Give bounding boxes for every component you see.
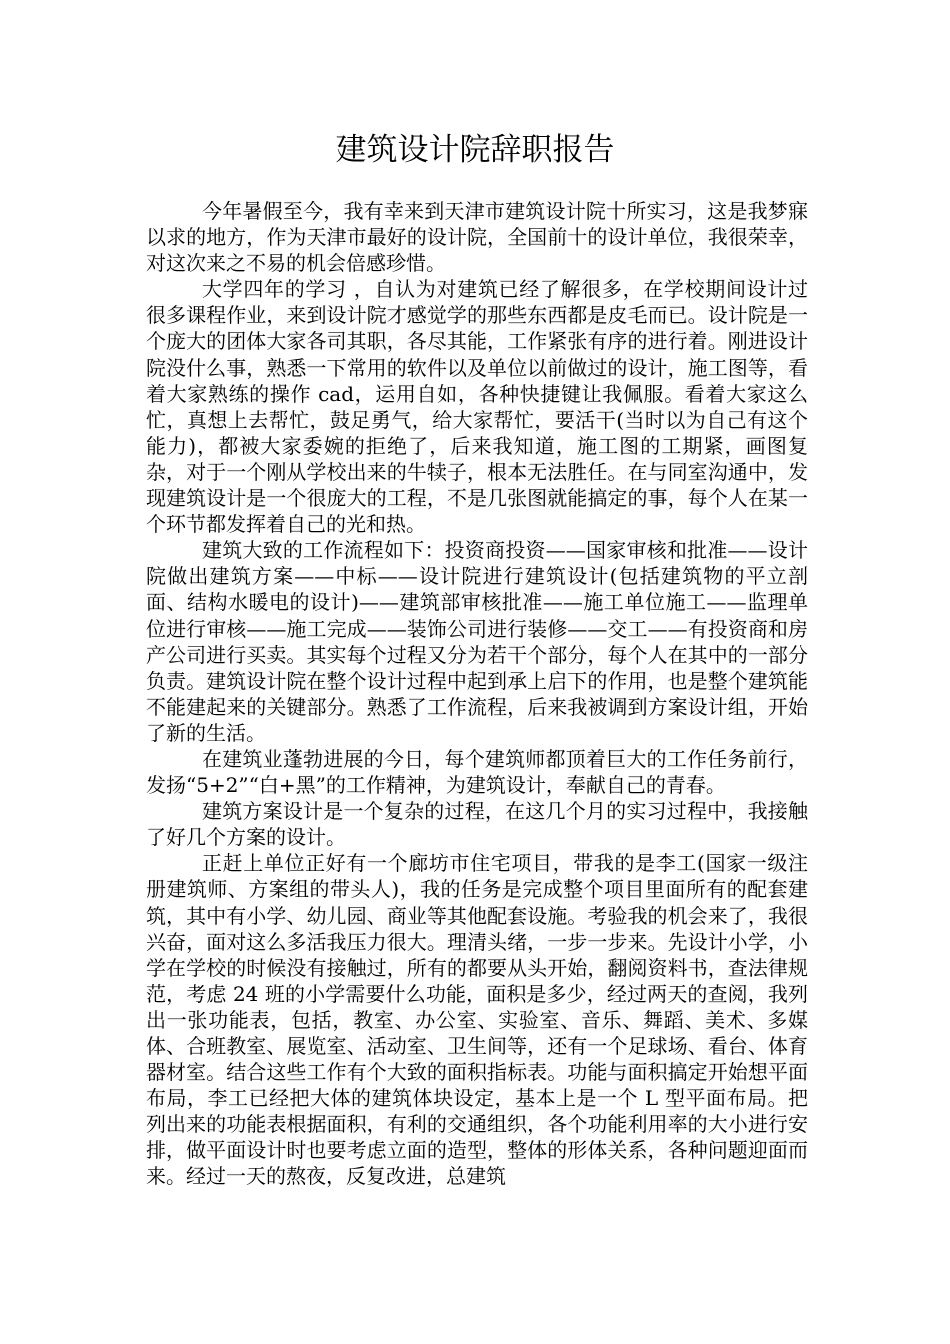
- paragraph-2: 大学四年的学习 ，自认为对建筑已经了解很多，在学校期间设计过很多课程作业，来到设计院才感觉学的那些东西都是皮毛而已。设计院是一个庞大的团体大家各司其职，各尽其能，工作紧张有序的进行着。刚进设计院没什么事，熟悉一下常用的软件以及单位以前做过的设计，施工图等，看着大家熟练的操作 cad，运用自如，各种快捷键让我佩服。看着大家这么忙，真想上去帮忙，鼓足勇气，给大家帮忙，要活干(当时以为自己有这个能力)，都被大家委婉的拒绝了，后来我知道，施工图的工期紧，画图复杂，对于一个刚从学校出来的牛犊子，根本无法胜任。在与同室沟通中，发现建筑设计是一个很庞大的工程，不是几张图就能搞定的事，每个人在某一个环节都发挥着自己的光和热。: [146, 277, 808, 537]
- paragraph-4: 在建筑业蓬勃进展的今日，每个建筑师都顶着巨大的工作任务前行，发扬“5+2”“白+黑”的工作精神，为建筑设计，奉献自己的青春。: [146, 746, 808, 798]
- paragraph-6: 正赶上单位正好有一个廊坊市住宅项目，带我的是李工(国家一级注册建筑师、方案组的带头人)，我的任务是完成整个项目里面所有的配套建筑，其中有小学、幼儿园、商业等其他配套设施。考验我的机会来了，我很兴奋，面对这么多活我压力很大。理清头绪，一步一步来。先设计小学，小学在学校的时候没有接触过，所有的都要从头开始，翻阅资料书，查法律规范，考虑 24 班的小学需要什么功能，面积是多少，经过两天的查阅，我列出一张功能表，包括，教室、办公室、实验室、音乐、舞蹈、美术、多媒体、合班教室、展览室、活动室、卫生间等，还有一个足球场、看台、体育器材室。结合这些工作有个大致的面积指标表。功能与面积搞定开始想平面布局，李工已经把大体的建筑体块设定，基本上是一个 L 型平面布局。把列出来的功能表根据面积，有利的交通组织，各个功能利用率的大小进行安排，做平面设计时也要考虑立面的造型，整体的形体关系，各种问题迎面而来。经过一天的熬夜，反复改进，总建筑: [146, 851, 808, 1189]
- paragraph-3: 建筑大致的工作流程如下：投资商投资——国家审核和批准——设计院做出建筑方案——中标——设计院进行建筑设计(包括建筑物的平立剖面、结构水暖电的设计)——建筑部审核批准——施工单位施工——监理单位进行审核——施工完成——装饰公司进行装修——交工——有投资商和房产公司进行买卖。其实每个过程又分为若干个部分，每个人在其中的一部分负责。建筑设计院在整个设计过程中起到承上启下的作用，也是整个建筑能不能建起来的关键部分。熟悉了工作流程，后来我被调到方案设计组，开始了新的生活。: [146, 538, 808, 745]
- paragraph-1: 今年暑假至今，我有幸来到天津市建筑设计院十所实习，这是我梦寐以求的地方，作为天津市最好的设计院，全国前十的设计单位，我很荣幸，对这次来之不易的机会倍感珍惜。: [146, 199, 808, 276]
- document-title: 建筑设计院辞职报告: [335, 132, 615, 168]
- document-body: [146, 198, 808, 1190]
- paragraph-5: 建筑方案设计是一个复杂的过程，在这几个月的实习过程中，我接触了好几个方案的设计。: [146, 799, 808, 850]
